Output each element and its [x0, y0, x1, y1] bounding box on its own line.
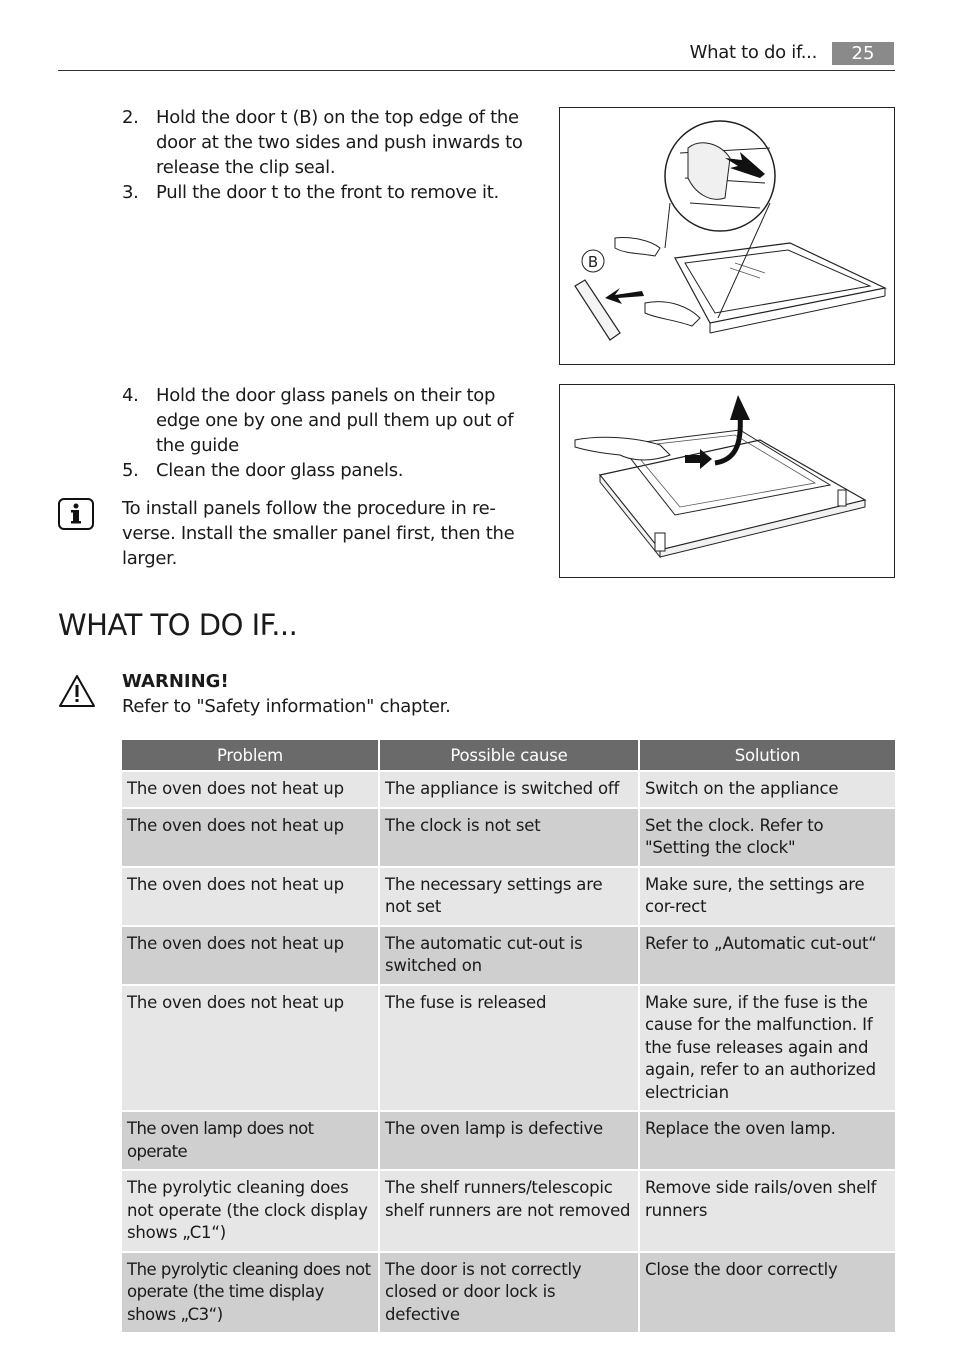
table-row [122, 868, 895, 927]
solution-cell: Set the clock. Refer to "Setting the clock" [640, 809, 895, 868]
cause-cell: The necessary settings are not set [380, 868, 640, 927]
step-number: 2. [122, 107, 139, 128]
glass-panel-removal-illustration [559, 384, 895, 578]
step-item [122, 105, 527, 180]
section-title: WHAT TO DO IF... [58, 608, 298, 642]
page-number: 25 [832, 42, 894, 65]
solution-cell: Replace the oven lamp. [640, 1112, 895, 1171]
step-text: Pull the door t to the front to remove it. [156, 182, 499, 203]
step-number: 3. [122, 182, 139, 203]
cause-cell: The clock is not set [380, 809, 640, 868]
door-trim-removal-illustration [559, 107, 895, 365]
warning-title: WARNING! [122, 671, 229, 692]
steps-list-remove-door-trim [122, 105, 527, 205]
header-divider [58, 70, 895, 71]
step-number: 4. [122, 385, 139, 406]
problem-cell: The oven lamp does not operate [122, 1112, 380, 1171]
problem-cell: The pyrolytic cleaning does not operate (the time display shows „C3“) [122, 1253, 380, 1335]
problem-cell: The oven does not heat up [122, 809, 380, 868]
problem-cell: The oven does not heat up [122, 868, 380, 927]
cause-cell: The automatic cut-out is switched on [380, 927, 640, 986]
table-row [122, 927, 895, 986]
table-row [122, 1112, 895, 1171]
cause-cell: The door is not correctly closed or door lock is defective [380, 1253, 640, 1335]
solution-cell: Make sure, the settings are cor-rect [640, 868, 895, 927]
warning-triangle-icon [58, 674, 96, 712]
solution-cell: Remove side rails/oven shelf runners [640, 1171, 895, 1253]
solution-cell: Switch on the appliance [640, 772, 895, 809]
table-row [122, 986, 895, 1113]
step-item [122, 458, 527, 483]
table-header-row [122, 740, 895, 772]
problem-cell: The oven does not heat up [122, 986, 380, 1113]
table-row [122, 1171, 895, 1253]
cause-cell: The fuse is released [380, 986, 640, 1113]
install-panels-note: To install panels follow the procedure in re-verse. Install the smaller panel first, then the larger. [122, 498, 515, 569]
column-header-solution: Solution [640, 740, 895, 772]
solution-cell: Refer to „Automatic cut-out“ [640, 927, 895, 986]
step-text: Clean the door glass panels. [156, 460, 404, 481]
cause-cell: The shelf runners/telescopic shelf runners are not removed [380, 1171, 640, 1253]
table-row [122, 772, 895, 809]
callout-label-b: B [587, 253, 599, 271]
step-item [122, 180, 527, 205]
troubleshooting-table [122, 740, 895, 1334]
step-item [122, 383, 527, 458]
table-row [122, 1253, 895, 1335]
problem-cell: The oven does not heat up [122, 927, 380, 986]
column-header-problem: Problem [122, 740, 380, 772]
info-icon [58, 498, 94, 530]
running-header-title: What to do if... [689, 42, 817, 63]
step-text: Hold the door t (B) on the top edge of the door at the two sides and push inwards to release the clip seal. [156, 107, 523, 178]
problem-cell: The oven does not heat up [122, 772, 380, 809]
warning-text: Refer to "Safety information" chapter. [122, 696, 451, 717]
solution-cell: Close the door correctly [640, 1253, 895, 1335]
step-number: 5. [122, 460, 139, 481]
cause-cell: The oven lamp is defective [380, 1112, 640, 1171]
steps-list-remove-glass-panels [122, 383, 527, 483]
problem-cell: The pyrolytic cleaning does not operate (the clock display shows „C1“) [122, 1171, 380, 1253]
column-header-possible-cause: Possible cause [380, 740, 640, 772]
cause-cell: The appliance is switched off [380, 772, 640, 809]
step-text: Hold the door glass panels on their top edge one by one and pull them up out of the guide [156, 385, 514, 456]
table-row [122, 809, 895, 868]
solution-cell: Make sure, if the fuse is the cause for the malfunction. If the fuse releases again and again, refer to an authorized electrician [640, 986, 895, 1113]
